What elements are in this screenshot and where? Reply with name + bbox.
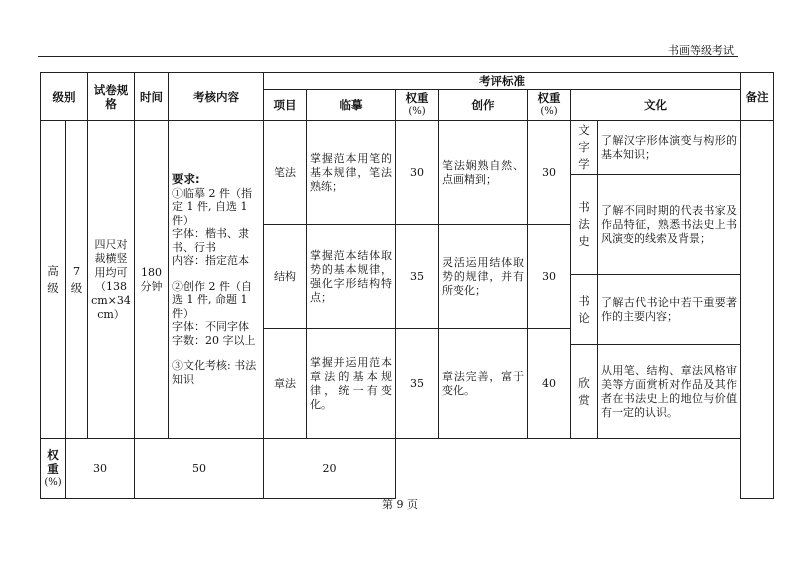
weight-culture-total: 20 bbox=[264, 439, 396, 499]
culture-topic-history: 书法史 bbox=[571, 175, 598, 275]
item-layout-name: 章法 bbox=[264, 329, 307, 439]
item-brush-create: 笔法娴熟自然、点画精到； bbox=[439, 121, 528, 225]
sub-copy: 临摹 bbox=[307, 90, 396, 121]
sub-copy-weight bbox=[396, 90, 439, 121]
weight-row-label bbox=[41, 439, 66, 499]
page-number: 第 9 页 bbox=[382, 498, 418, 511]
req-line: ③文化考核: 书法知识 bbox=[172, 359, 257, 386]
req-line: 字体：楷书、隶书、行书 bbox=[172, 227, 249, 254]
exam-time: 180分钟 bbox=[135, 121, 169, 439]
culture-topic-philology: 文字学 bbox=[571, 121, 598, 175]
item-structure-create-weight: 30 bbox=[528, 225, 571, 329]
item-brush-name: 笔法 bbox=[264, 121, 307, 225]
item-structure-create: 灵活运用结体取势的规律，并有所变化； bbox=[439, 225, 528, 329]
document-header-title: 书画等级考试 bbox=[668, 44, 734, 57]
paper-spec: 四尺对裁横竖用均可（138 cm×34 cm） bbox=[88, 121, 135, 439]
sub-culture: 文化 bbox=[571, 90, 741, 121]
col-spec: 试卷规格 bbox=[88, 73, 135, 121]
weight-copy-total: 30 bbox=[66, 439, 135, 499]
remark-cell bbox=[741, 121, 774, 499]
header-rule bbox=[38, 56, 738, 57]
sub-create-weight bbox=[528, 90, 571, 121]
req-line: 字数：20 字以上 bbox=[172, 333, 256, 347]
item-brush-copy-weight: 30 bbox=[396, 121, 439, 225]
item-layout-create: 章法完善，富于变化。 bbox=[439, 329, 528, 439]
item-structure-copy: 掌握范本结体取势的基本规律，强化字形结构特点； bbox=[307, 225, 396, 329]
sub-copy-weight-label: 权重 bbox=[405, 91, 429, 105]
col-criteria: 考评标准 bbox=[264, 73, 741, 90]
req-title: 要求: bbox=[172, 172, 200, 186]
weight-row-title: 权重 bbox=[47, 447, 59, 476]
item-structure-name: 结构 bbox=[264, 225, 307, 329]
exam-standards-table bbox=[40, 72, 774, 499]
req-line: 内容：指定范本 bbox=[172, 254, 249, 267]
item-brush-create-weight: 30 bbox=[528, 121, 571, 225]
culture-text-appreciation: 从用笔、结构、章法风格审美等方面赏析对作品及其作者在书法史上的地位与价值有一定的认识。 bbox=[598, 345, 741, 439]
culture-topic-theory: 书论 bbox=[571, 275, 598, 345]
item-layout-create-weight: 40 bbox=[528, 329, 571, 439]
weight-create-total: 50 bbox=[135, 439, 264, 499]
sub-create: 创作 bbox=[439, 90, 528, 121]
sub-copy-weight-unit: (%) bbox=[408, 106, 426, 117]
culture-text-theory: 了解古代书论中若干重要著作的主要内容； bbox=[598, 275, 741, 345]
level-grade: 7级 bbox=[66, 121, 88, 439]
item-structure-copy-weight: 35 bbox=[396, 225, 439, 329]
sub-create-weight-unit: (%) bbox=[540, 106, 558, 117]
req-line: ①临摹 2 件（指定 1 件, 自选 1 件） bbox=[172, 186, 252, 227]
culture-text-history: 了解不同时期的代表书家及作品特征，熟悉书法史上书风演变的线索及背景； bbox=[598, 175, 741, 275]
col-content: 考核内容 bbox=[169, 73, 264, 121]
weight-row-unit: (%) bbox=[44, 476, 62, 488]
item-layout-copy-weight: 35 bbox=[396, 329, 439, 439]
exam-requirements bbox=[169, 121, 264, 439]
level-main: 高级 bbox=[41, 121, 66, 439]
culture-text-philology: 了解汉字形体演变与构形的基本知识； bbox=[598, 121, 741, 175]
req-line: 字体：不同字体 bbox=[172, 320, 249, 333]
col-remark: 备注 bbox=[741, 73, 774, 121]
item-layout-copy: 掌握并运用范本章法的基本规律，统一有变化。 bbox=[307, 329, 396, 439]
sub-item: 项目 bbox=[264, 90, 307, 121]
item-brush-copy: 掌握范本用笔的基本规律，笔法熟练； bbox=[307, 121, 396, 225]
col-level: 级别 bbox=[41, 73, 88, 121]
col-time: 时间 bbox=[135, 73, 169, 121]
culture-topic-appreciation: 欣赏 bbox=[571, 345, 598, 439]
req-line: ②创作 2 件（自选 1 件, 命题 1 件） bbox=[172, 279, 252, 320]
sub-create-weight-label: 权重 bbox=[537, 91, 561, 105]
